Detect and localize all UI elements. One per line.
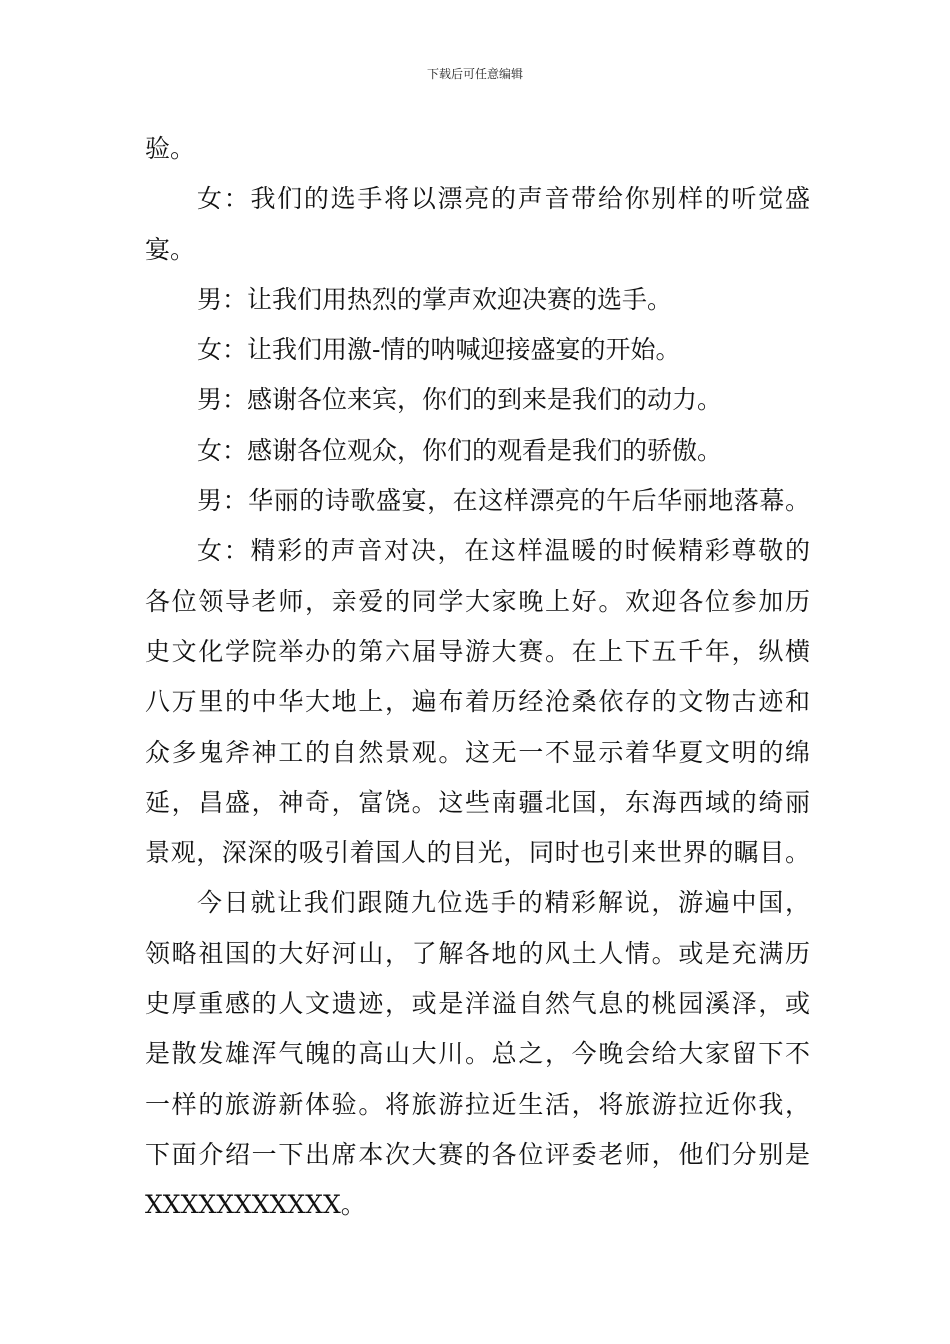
- text-line: 男：华丽的诗歌盛宴，在这样漂亮的午后华丽地落幕。: [197, 486, 810, 516]
- page-header: 下载后可任意编辑: [426, 67, 523, 81]
- text-line: 各位领导老师，亲爱的同学大家晚上好。欢迎各位参加历: [145, 586, 810, 616]
- text-line: 景观，深深的吸引着国人的目光，同时也引来世界的瞩目。: [145, 838, 810, 868]
- text-line: 史厚重感的人文遗迹，或是洋溢自然气息的桃园溪泽，或: [145, 989, 810, 1019]
- text-line: 男：让我们用热烈的掌声欢迎决赛的选手。: [197, 284, 673, 314]
- document-body: [145, 124, 810, 1231]
- text-line: 史文化学院举办的第六届导游大赛。在上下五千年，纵横: [145, 636, 810, 666]
- text-line: 八万里的中华大地上，遍布着历经沧桑依存的文物古迹和: [145, 687, 810, 717]
- text-line: 是散发雄浑气魄的高山大川。总之，今晚会给大家留下不: [145, 1039, 810, 1069]
- text-line: 男：感谢各位来宾，你们的到来是我们的动力。: [197, 385, 723, 415]
- text-line: 延，昌盛，神奇，富饶。这些南疆北国，东海西域的绮丽: [145, 787, 810, 817]
- text-line: 宴。: [145, 234, 196, 264]
- text-line: 下面介绍一下出席本次大赛的各位评委老师，他们分别是: [145, 1139, 810, 1169]
- text-line: 验。: [145, 134, 196, 163]
- text-line: 今日就让我们跟随九位选手的精彩解说，游遍中国，: [197, 888, 810, 918]
- text-line: 一样的旅游新体验。将旅游拉近生活，将旅游拉近你我，: [145, 1089, 810, 1119]
- text-line: XXXXXXXXXXX。: [145, 1190, 366, 1220]
- text-line: 女：让我们用激-情的呐喊迎接盛宴的开始。: [197, 335, 681, 365]
- text-line: 女：精彩的声音对决，在这样温暖的时候精彩尊敬的: [197, 536, 810, 566]
- text-line: 女：我们的选手将以漂亮的声音带给你别样的听觉盛: [197, 184, 810, 214]
- text-line: 女：感谢各位观众，你们的观看是我们的骄傲。: [197, 435, 723, 465]
- text-line: 众多鬼斧神工的自然景观。这无一不显示着华夏文明的绵: [145, 737, 810, 767]
- text-line: 领略祖国的大好河山，了解各地的风土人情。或是充满历: [145, 938, 810, 968]
